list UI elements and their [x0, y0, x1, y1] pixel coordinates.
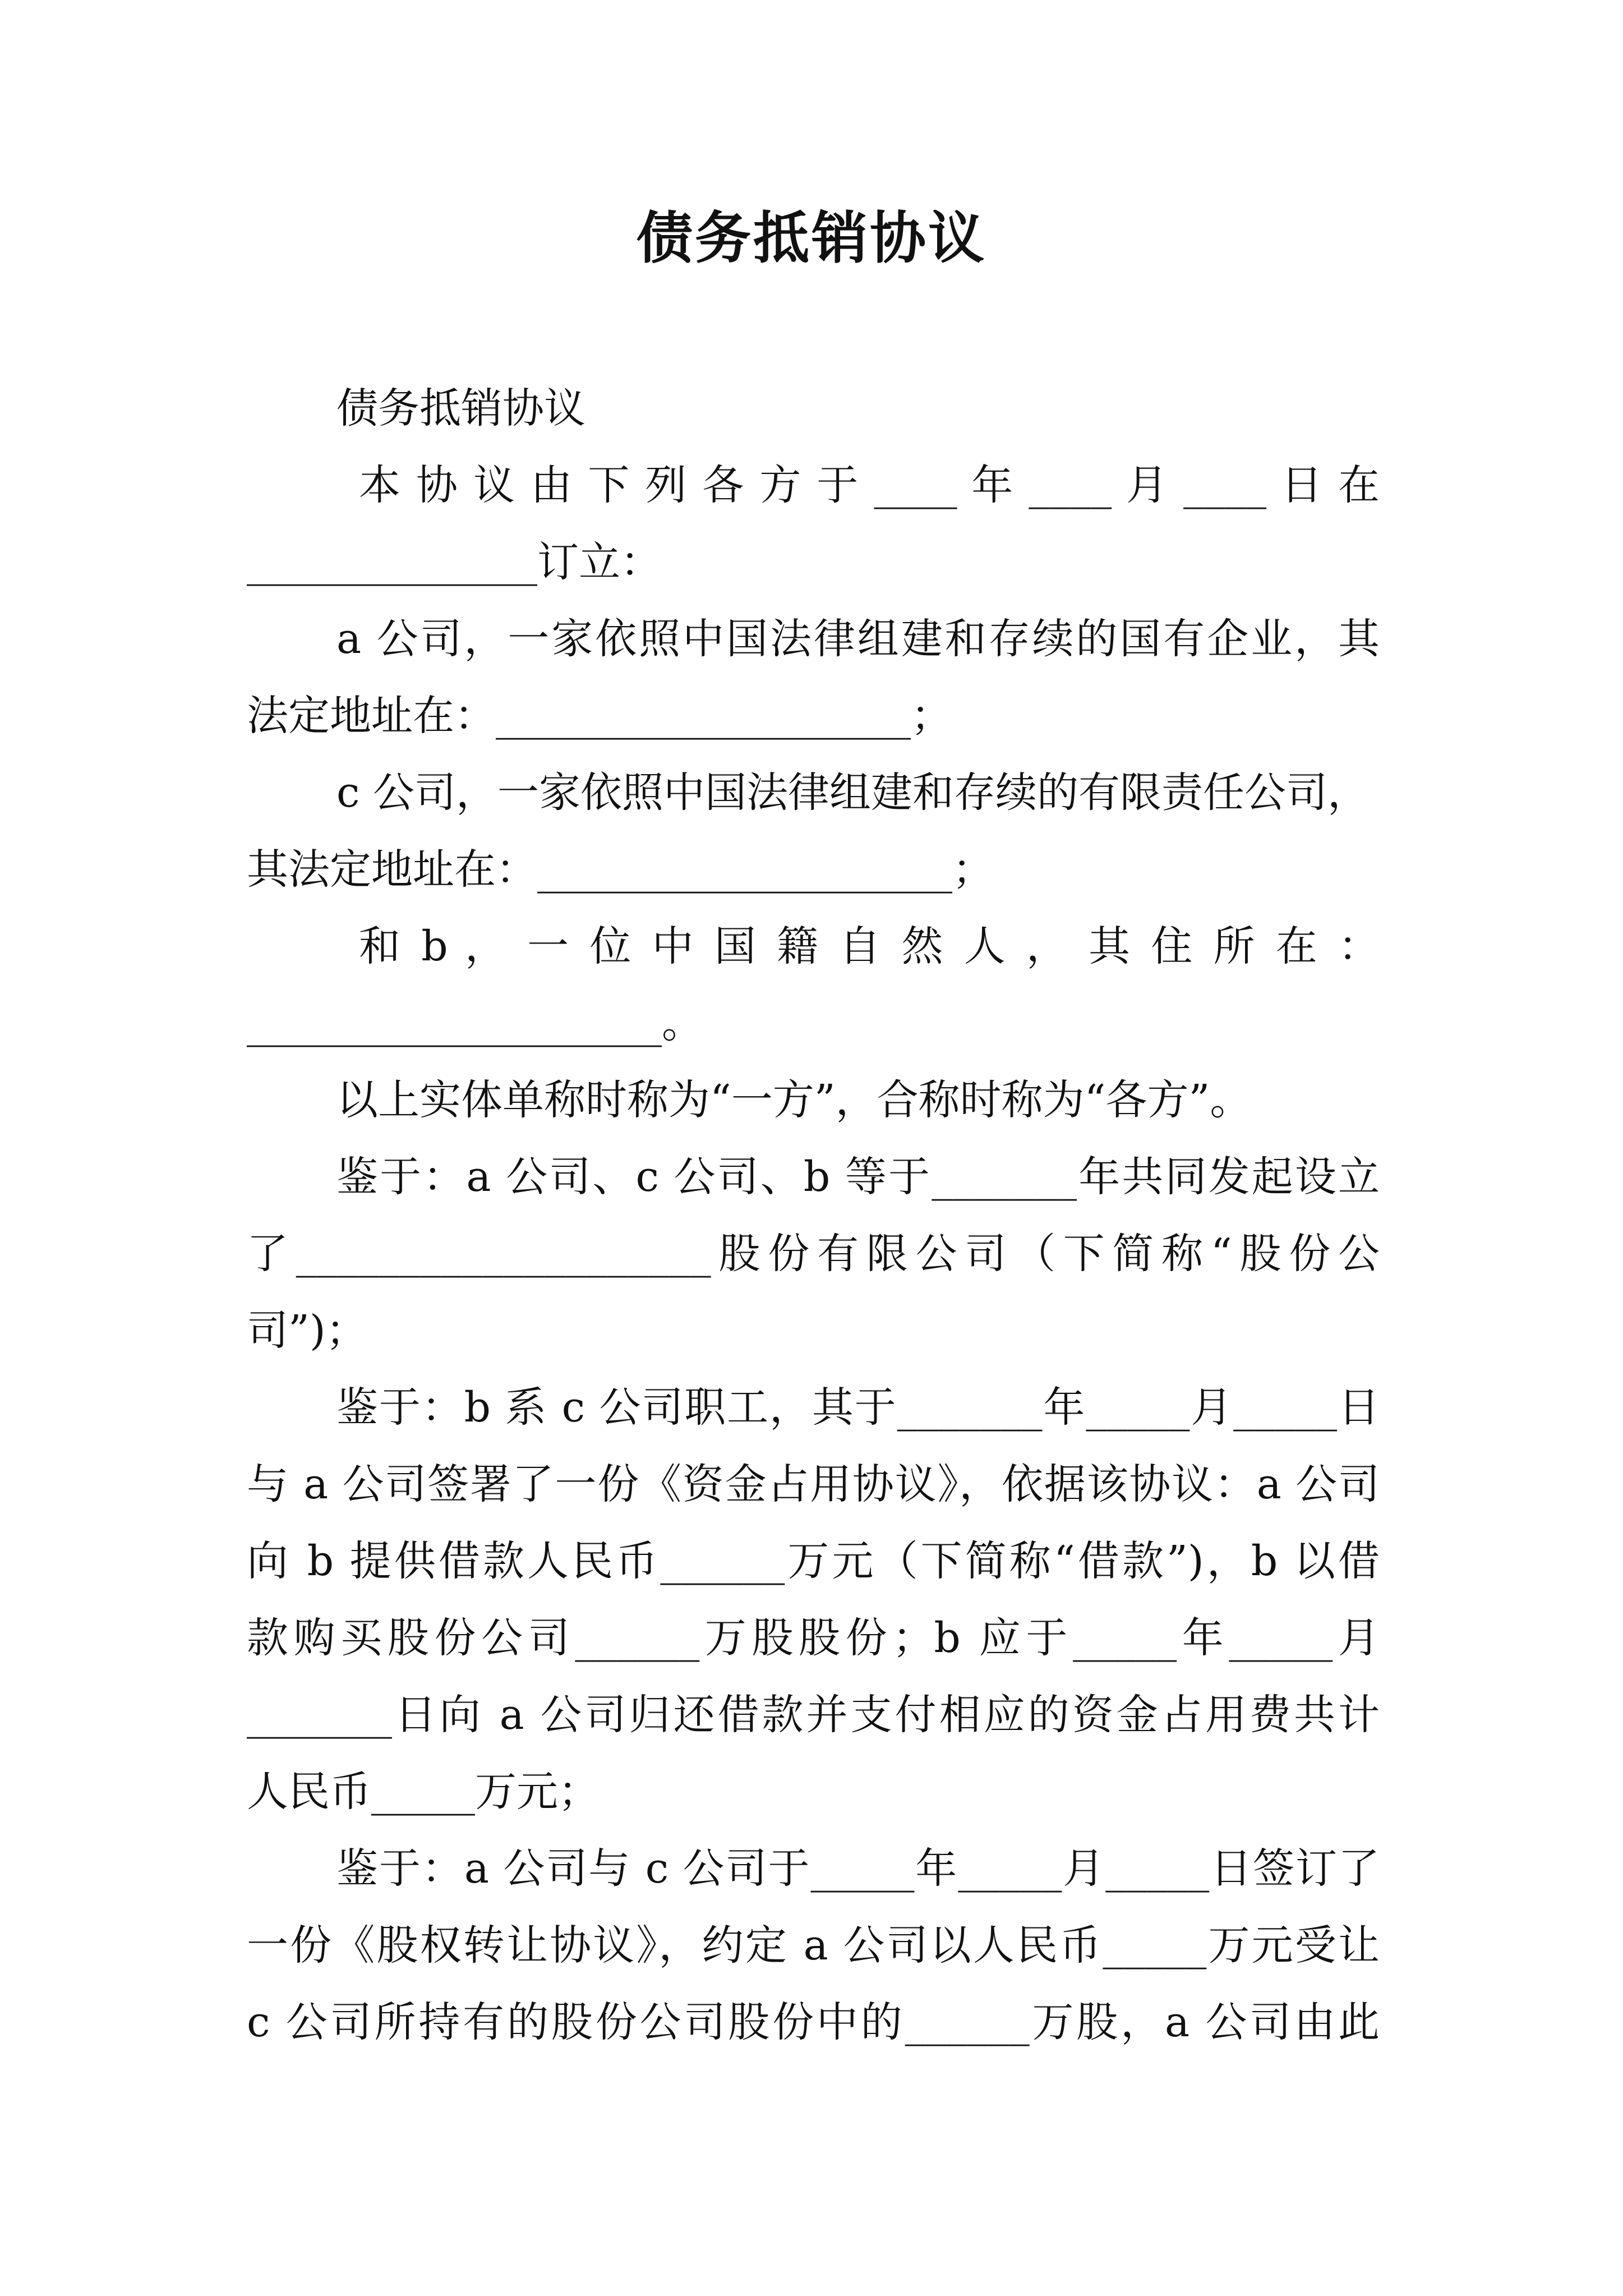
doc-line-recital-2-cont-4: _______日向 a 公司归还借款并支付相应的资金占用费共计: [247, 1691, 1380, 1739]
doc-line-signing-place: ______________订立：: [247, 538, 662, 586]
doc-line-heading: 债务抵销协议: [336, 384, 585, 432]
doc-line-agreement-date: 本 协 议 由 下 列 各 方 于 ____ 年 ____ 月 ____ 日 在: [359, 461, 1380, 509]
doc-line-recital-1: 鉴于：a 公司、c 公司、b 等于_______年共同发起设立: [336, 1153, 1380, 1201]
doc-line-party-b-address: ____________________。: [247, 999, 703, 1047]
document-body: [247, 370, 1380, 2061]
doc-line-party-c: c 公司，一家依照中国法律组建和存续的有限责任公司，: [336, 769, 1369, 817]
doc-line-definitions: 以上实体单称时称为“一方”，合称时称为“各方”。: [336, 1076, 1252, 1124]
doc-line-party-b: 和 b ， 一 位 中 国 籍 自 然 人 ， 其 住 所 在 ：: [359, 922, 1380, 970]
doc-line-recital-3-cont-1: 一份《股权转让协议》，约定 a 公司以人民币_____万元受让: [247, 1921, 1380, 1970]
doc-line-recital-2-cont-3: 款购买股份公司______万股股份；b 应于_____年_____月: [247, 1614, 1380, 1662]
doc-line-party-c-address: 其法定地址在：____________________；: [247, 845, 994, 894]
doc-line-recital-1-end: 司”)；: [247, 1306, 367, 1355]
doc-line-recital-2-cont-1: 与 a 公司签署了一份《资金占用协议》，依据该协议：a 公司: [247, 1460, 1380, 1508]
doc-line-party-a-address: 法定地址在：____________________；: [247, 692, 952, 740]
doc-line-recital-2-end: 人民币_____万元；: [247, 1768, 600, 1816]
document-title: 债务抵销协议: [637, 205, 986, 271]
doc-line-recital-3-cont-2: c 公司所持有的股份公司股份中的______万股，a 公司由此: [247, 1998, 1380, 2046]
doc-line-party-a: a 公司，一家依照中国法律组建和存续的国有企业，其: [336, 615, 1380, 663]
doc-line-recital-3: 鉴于：a 公司与 c 公司于_____年_____月_____日签订了: [336, 1844, 1380, 1893]
doc-line-recital-1-cont: 了____________________股份有限公司（下简称“股份公: [247, 1230, 1380, 1278]
doc-line-recital-2: 鉴于：b 系 c 公司职工，其于_______年_____月_____日: [336, 1383, 1380, 1432]
doc-line-recital-2-cont-2: 向 b 提供借款人民币______万元（下简称“借款”)，b 以借: [247, 1537, 1380, 1585]
